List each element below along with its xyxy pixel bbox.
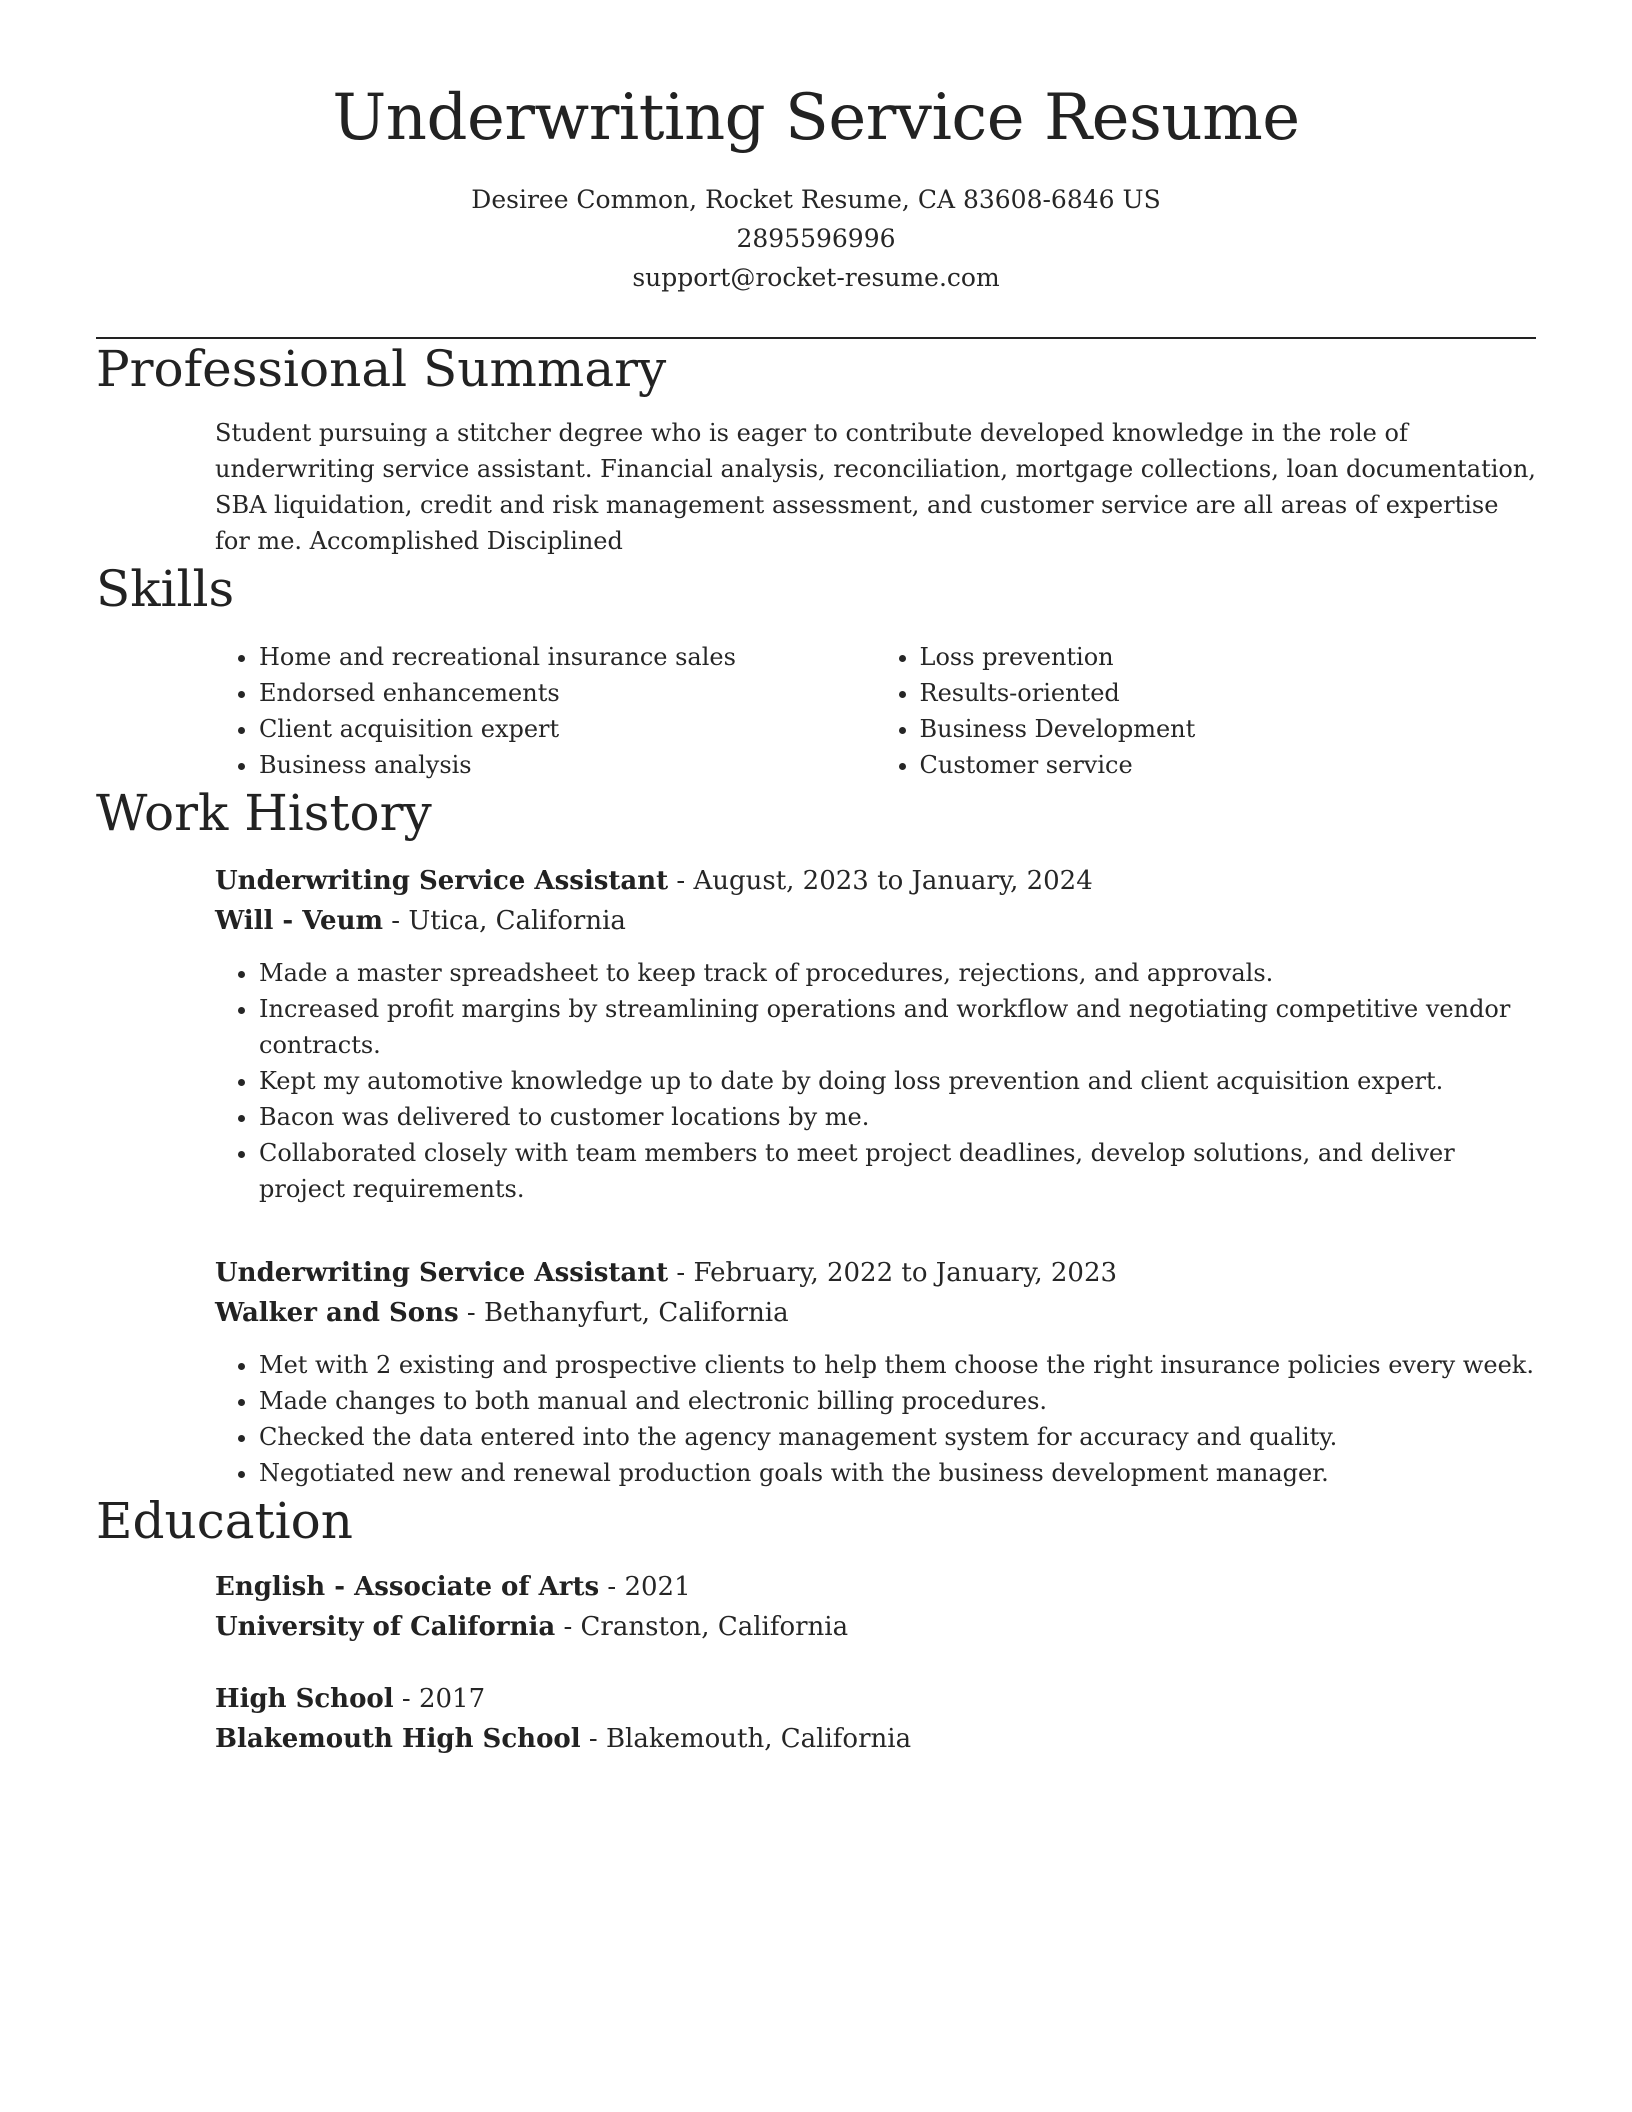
- job-entry: [215, 1253, 1536, 1491]
- work-history-section: [96, 783, 1536, 1491]
- skills-section: [96, 559, 1536, 783]
- contact-phone: 2895596996: [736, 223, 896, 253]
- summary-heading: Professional Summary: [96, 339, 667, 398]
- job-location: - Bethanyfurt, California: [458, 1297, 789, 1328]
- duty-item: • Increased profit margins by streamlining operations and workflow and negotiating competitive vendor contracts.: [259, 991, 1536, 1063]
- job-dates: - February, 2022 to January, 2023: [668, 1257, 1118, 1288]
- duty-item: • Made changes to both manual and electronic billing procedures.: [259, 1383, 1536, 1419]
- duty-item: • Negotiated new and renewal production goals with the business development manager.: [259, 1455, 1536, 1491]
- education-degree: High School: [215, 1683, 394, 1714]
- job-company: Walker and Sons: [215, 1297, 459, 1328]
- skill-item: • Customer service: [920, 747, 1537, 783]
- duty-item: • Collaborated closely with team members to meet project deadlines, develop solutions, and deliver project requirements.: [259, 1135, 1536, 1207]
- job-entry: [215, 861, 1536, 1207]
- education-section: [96, 1491, 1536, 1759]
- summary-section: [96, 339, 1536, 559]
- skill-item: • Client acquisition expert: [259, 711, 876, 747]
- duty-item: • Checked the data entered into the agency management system for accuracy and quality.: [259, 1419, 1536, 1455]
- education-school-line: [215, 1607, 1536, 1647]
- job-title: Underwriting Service Assistant: [215, 865, 669, 896]
- job-company: Will - Veum: [215, 905, 384, 936]
- education-school: Blakemouth High School: [215, 1723, 581, 1754]
- education-year: - 2017: [393, 1683, 486, 1714]
- skill-item: • Results-oriented: [920, 675, 1537, 711]
- duty-item: • Kept my automotive knowledge up to date by doing loss prevention and client acquisition expert.: [259, 1063, 1536, 1099]
- summary-text: Student pursuing a stitcher degree who is eager to contribute developed knowledge in the role of underwriting service assistant. Financial analysis, reconciliation, mortgage collections, loan documentation, SBA liquidation, credit and risk management assessment, and customer service are all areas of expertise for me. Accomplished Disciplined: [215, 418, 1536, 555]
- job-title-line: [215, 861, 1536, 901]
- job-duties: [215, 1347, 1536, 1491]
- resume-header: [96, 0, 1536, 297]
- duty-item: • Met with 2 existing and prospective clients to help them choose the right insurance policies every week.: [259, 1347, 1536, 1383]
- skills-list-right: [876, 639, 1537, 783]
- education-year: - 2021: [599, 1571, 691, 1602]
- education-school-line: [215, 1719, 1536, 1759]
- contact-email: support@rocket-resume.com: [632, 262, 1000, 292]
- education-degree-line: [215, 1679, 1536, 1719]
- education-degree-line: [215, 1567, 1536, 1607]
- job-title-line: [215, 1253, 1536, 1293]
- education-location: - Blakemouth, California: [580, 1723, 912, 1754]
- work-history-heading: Work History: [96, 783, 432, 842]
- education-entry: [215, 1567, 1536, 1647]
- duty-item: • Made a master spreadsheet to keep track of procedures, rejections, and approvals.: [259, 955, 1536, 991]
- job-dates: - August, 2023 to January, 2024: [668, 865, 1093, 896]
- job-location: - Utica, California: [383, 905, 626, 936]
- education-school: University of California: [215, 1611, 556, 1642]
- skill-item: • Business Development: [920, 711, 1537, 747]
- job-duties: [215, 955, 1536, 1207]
- skills-list-left: [215, 639, 876, 783]
- skill-item: • Endorsed enhancements: [259, 675, 876, 711]
- education-heading: Education: [96, 1491, 353, 1550]
- education-location: - Cranston, California: [555, 1611, 849, 1642]
- duty-item: • Bacon was delivered to customer locations by me.: [259, 1099, 1536, 1135]
- job-company-line: [215, 1293, 1536, 1333]
- education-entry: [215, 1679, 1536, 1759]
- skills-grid: [215, 639, 1536, 783]
- resume-title: Underwriting Service Resume: [332, 81, 1300, 155]
- job-title: Underwriting Service Assistant: [215, 1257, 669, 1288]
- skills-heading: Skills: [96, 559, 235, 618]
- skill-item: • Home and recreational insurance sales: [259, 639, 876, 675]
- skill-item: • Loss prevention: [920, 639, 1537, 675]
- skill-item: • Business analysis: [259, 747, 876, 783]
- education-degree: English - Associate of Arts: [215, 1571, 600, 1602]
- job-company-line: [215, 901, 1536, 941]
- contact-address: Desiree Common, Rocket Resume, CA 83608-6846 US: [471, 184, 1161, 214]
